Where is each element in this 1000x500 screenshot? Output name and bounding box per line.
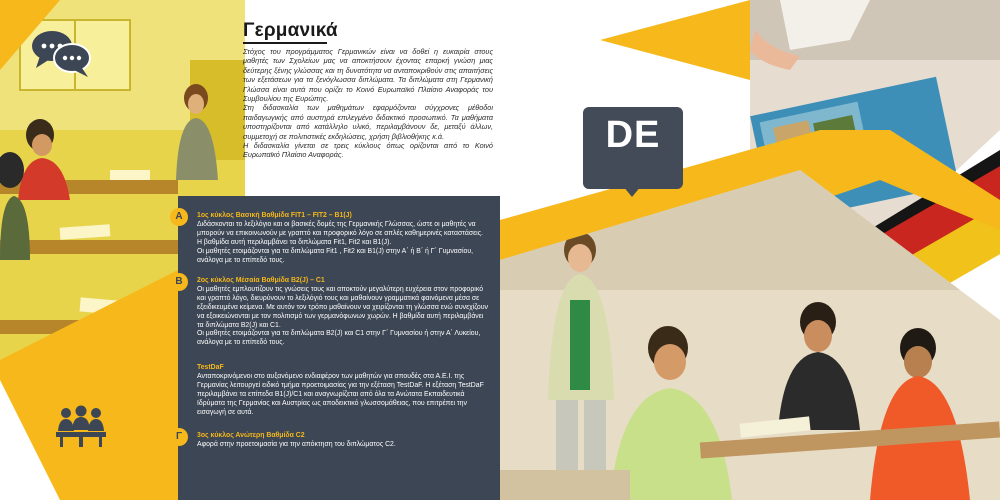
section-level-1 (197, 212, 489, 265)
intro-paragraph: Η διδασκαλία γίνεται σε τρεις κύκλους όπως ορίζονται από το Κοινό Ευρωπαϊκό Πλαίσιο Αναφοράς. (243, 141, 493, 160)
yellow-triangle-top (600, 0, 750, 80)
section-heading: 3ος κύκλος Ανώτερη Βαθμίδα C2 (197, 432, 305, 439)
section-badge-c: Γ (170, 428, 188, 446)
section-body: Οι μαθητές ετοιμάζονται για τα διπλώματα Fit1 , Fit2 και B1(J) στην Α΄ ή Β΄ ή Γ΄ Γυμνασίου, ανάλογα με το επίπεδό τους. (197, 247, 474, 264)
section-badge-a: A (170, 208, 188, 226)
page-title: Γερμανικά (243, 20, 338, 41)
language-code-bubble-tail (623, 186, 641, 197)
group-meeting-icon (54, 405, 108, 449)
language-code-label: DE (605, 114, 661, 156)
intro-paragraph: Στη διδασκαλία των μαθημάτων εφαρμόζονται σύγχρονες μέθοδοι παιδαγωγικής από αυστηρά επιλεγμένο διδακτικό προσωπικό. Τα μαθήματα υποστηρίζονται από κατάλληλο υλικό, περιλαμβάνουν δε, μεταξύ άλλων, συμμετοχή σε πολιτιστικές εκδηλώσεις, χρήση βιβλιοθήκης κ.ά. (243, 103, 493, 141)
section-body: Αφορά στην προετοιμασία για την απόκτηση του διπλώματος C2. (197, 440, 396, 448)
title-underline (243, 42, 327, 44)
section-body: Οι μαθητές ετοιμάζονται για τα διπλώματα B2(J) και C1 στην Γ΄ Γυμνασίου ή στην Α΄ Λυκείου, ανάλογα με το επίπεδό τους. (197, 330, 481, 347)
section-level-3 (197, 432, 489, 450)
section-heading: 2ος κύκλος Μέσαία Βαθμίδα B2(J) – C1 (197, 277, 325, 284)
section-body: Ανταποκρινόμενοι στο αυξανόμενο ενδιαφέρον των μαθητών για σπουδές στα Α.Ε.Ι. της Γερμανίας λειτουργεί ειδικό τμήμα προετοιμασίας για την εξέταση TestDaF. Η εξέταση TestDaF περιλαμβάνει τα επίπεδα B1(J)/C1 και αναγνωρίζεται από όλα τα Ανώτατα Εκπαιδευτικά Ιδρύματα της Γερμανίας και Αυστρίας ως αποδεικτικό γλωσσομάθειας, που επιτρέπει την εισαγωγή σε αυτά. (197, 372, 484, 416)
section-testdaf (197, 364, 489, 417)
section-level-2 (197, 277, 489, 348)
section-body: Διδάσκονται το λεξιλόγιο και οι βασικές δομές της Γερμανικής Γλώσσας, ώστε οι μαθητές να μπορούν να επικοινωνούν με γραπτό και προφορικό λόγο σε απλές καθημερινές καταστάσεις. Η βαθμίδα αυτή περιλαμβάνει τα διπλώματα Fit1, Fit2 και B1(J). (197, 220, 483, 246)
section-heading: TestDaF (197, 364, 224, 371)
section-body: Οι μαθητές εμπλουτίζουν τις γνώσεις τους και αποκτούν μεγαλύτερη ευχέρεια στον προφορικό και γραπτό λόγο, διευρύνουν το λεξιλόγιό τους και μαθαίνουν γραμματικά φαινόμενα μέσα σε εξειδικευμένα κείμενα. Με αυτόν τον τρόπο μαθαίνουν να χειρίζονται τη γλώσσα ενώ συνεχίζουν να εξοικειώνονται με τον πολιτισμό των γερμανόφωνων χωρών. Η βαθμίδα αυτή περιλαμβάνει τα διπλώματα B2(J) και C1. (197, 285, 488, 329)
intro-text (243, 47, 493, 160)
section-badge-b: B (170, 273, 188, 291)
intro-paragraph: Στόχος του προγράμματος Γερμανικών είναι να δοθεί η ευκαιρία στους μαθητές των Σχολείων μας να αποκτήσουν έχοντας επαρκή γνώση μιας δεύτερης ξένης γλώσσας και τη δυνατότητα να ανταποκριθούν στις απαιτήσεις των εξετάσεων για τα ξενόγλωσσα διπλώματα. Τα διπλώματα στη Γερμανική Γλώσσα είναι αυτά που ορίζει το Κοινό Ευρωπαϊκό Πλαίσιο Αναφοράς του Συμβουλίου της Ευρώπης. (243, 47, 493, 104)
chat-bubbles-icon (30, 28, 92, 78)
section-heading: 1ος κύκλος Βασική Βαθμίδα FIT1 – FIT2 – B1(J) (197, 212, 352, 219)
